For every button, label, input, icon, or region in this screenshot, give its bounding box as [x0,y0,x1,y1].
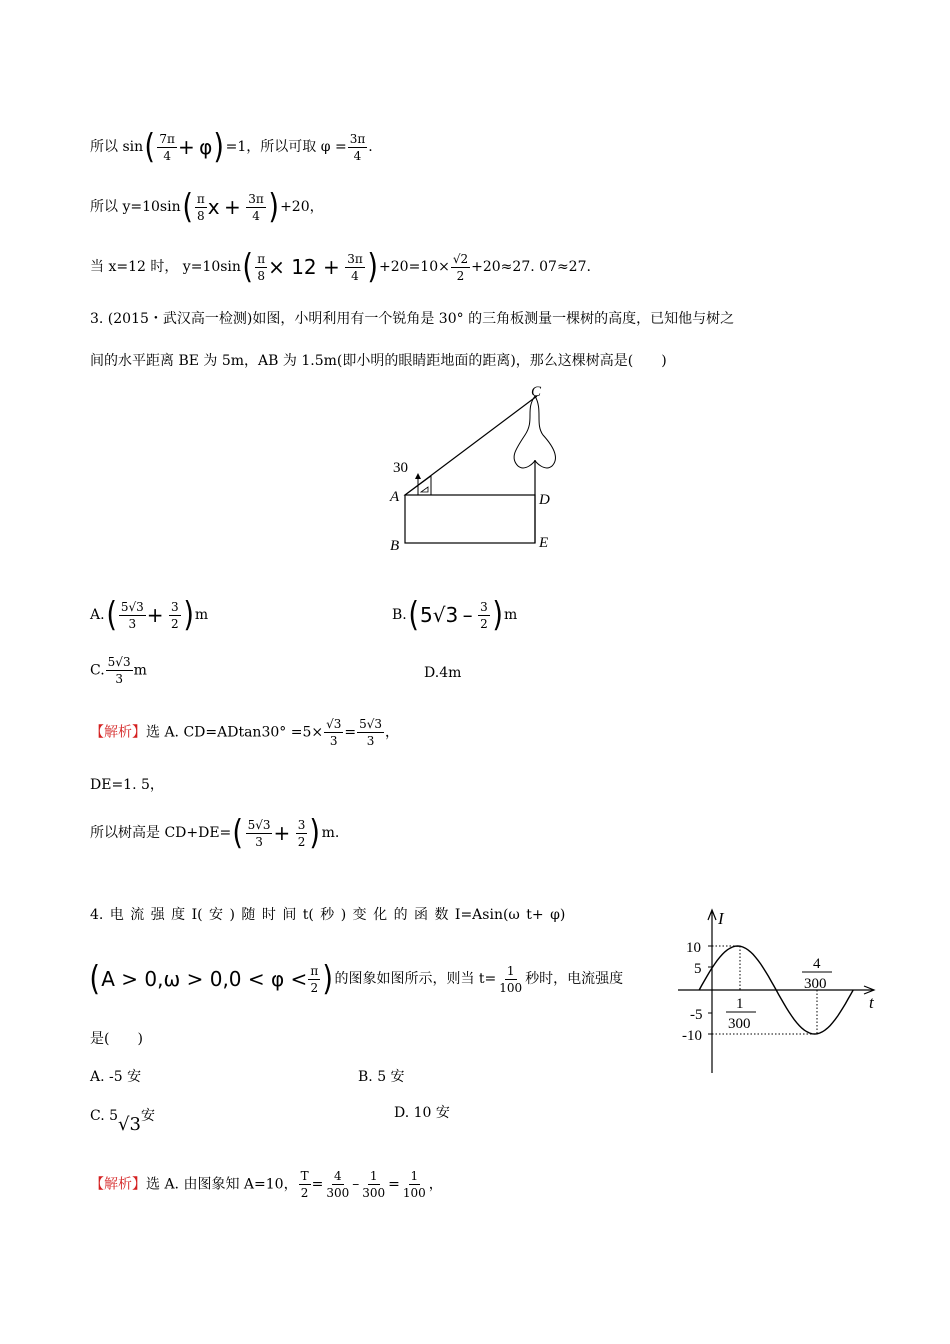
tree-crown [514,396,555,468]
fraction-sqrt2-2: $\frac{√2}{2}$ [452,251,469,283]
label-e: E [539,535,549,551]
q3-solution-line-3: 所以树高是 CD+DE=( $\frac{5√3}{3}$ + $\frac{3}{2}$ )m. [90,813,340,853]
q4-option-b: B. 5 安 [358,1069,405,1085]
tick-10: 10 [686,940,701,956]
line-sin-phi: 所以 sin( $\frac{7\pi}{4}$ + φ)=1，所以可取 φ = $\frac{3\pi}{4}$ . [90,127,373,167]
tick-minus-10: -10 [682,1028,702,1044]
label-c: C [531,384,542,400]
q3-option-d: D.4m [424,665,462,681]
axis-label-t: t [869,993,874,1012]
fraction-7pi-4: $\frac{7\pi}{4}$ [159,131,175,163]
solution-tag: 【解析】 [90,1176,146,1193]
label-30: 30 [393,460,408,476]
question-4-line-2: (A > 0,ω > 0,0 < φ < $\frac{\pi}{2}$ )的图象如图所示，则当 t= $\frac{1}{100}$ 秒时，电流强度 [89,959,624,999]
tick-4-300-den: 300 [804,976,827,992]
axis-label-i: I [718,909,724,928]
q4-option-c: C. 5√3安 [90,1108,155,1135]
q3-option-a: A.( $\frac{5√3}{3}$ + $\frac{3}{2}$ )m [90,595,209,635]
fraction-3pi-4: $\frac{3\pi}{4}$ [349,131,366,163]
fraction-3pi-4: $\frac{3\pi}{4}$ [248,191,264,223]
tick-1-300-num: 1 [736,996,744,1012]
line-x12: 当 x=12 时， y=10sin( $\frac{\pi}{8}$ × 12 + $\frac{3\pi}{4}$ )+20=10× $\frac{√2}{2}$ +20≈27. 07≈27. [90,247,591,287]
line-y-formula: 所以 y=10sin( $\frac{\pi}{8}$ x + $\frac{3\pi}{4}$ )+20， [90,187,324,227]
label-a: A [390,489,400,505]
label-d: D [539,492,550,508]
q3-solution-line-2: DE=1. 5， [90,777,164,793]
q4-option-a: A. -5 安 [90,1069,142,1085]
q4-option-d: D. 10 安 [394,1105,450,1121]
question-4-line-1: 4. 电 流 强 度 I( 安 ) 随 时 间 t( 秒 ) 变 化 的 函 数 I=Asin(ω t+ φ) [90,907,566,923]
question-3-line-2: 间的水平距离 BE 为 5m，AB 为 1.5m(即小明的眼睛距地面的距离)，那么这棵树高是( ) [90,353,667,369]
sine-graph [676,908,886,1078]
q3-option-c: C. $\frac{5√3}{3}$ m [90,655,147,686]
left-paren: ( [144,127,156,167]
tick-4-300-num: 4 [813,956,821,972]
question-3-line-1: 3. (2015・武汉高一检测)如图，小明利用有一个锐角是 30° 的三角板测量一棵树的高度，已知他与树之 [90,311,735,327]
tree-measurement-figure [385,380,585,570]
right-paren: ) [213,127,225,167]
tick-5: 5 [694,961,702,977]
fraction-3pi-4: $\frac{3\pi}{4}$ [347,251,363,283]
question-4-line-3: 是( ) [90,1031,143,1047]
fraction-pi-8: $\frac{\pi}{8}$ [257,251,266,283]
fraction-pi-8: $\frac{\pi}{8}$ [196,191,205,223]
tick-1-300-den: 300 [728,1016,751,1032]
label-b: B [390,538,400,554]
q3-option-b: B.(5√3 – $\frac{3}{2}$ )m [392,595,518,635]
q3-solution-line-1: 【解析】选 A. CD=ADtan30° =5× $\frac{√3}{3}$ = $\frac{5√3}{3}$ ， [90,717,400,748]
tick-minus-5: -5 [690,1007,703,1023]
ground-rectangle [405,495,535,543]
q4-solution: 【解析】选 A. 由图象知 A=10， $\frac{T}{2}$ = $\frac{4}{300}$ – $\frac{1}{300}$ = $\frac{1}{100}$ ， [90,1169,443,1200]
solution-tag: 【解析】 [90,724,146,741]
